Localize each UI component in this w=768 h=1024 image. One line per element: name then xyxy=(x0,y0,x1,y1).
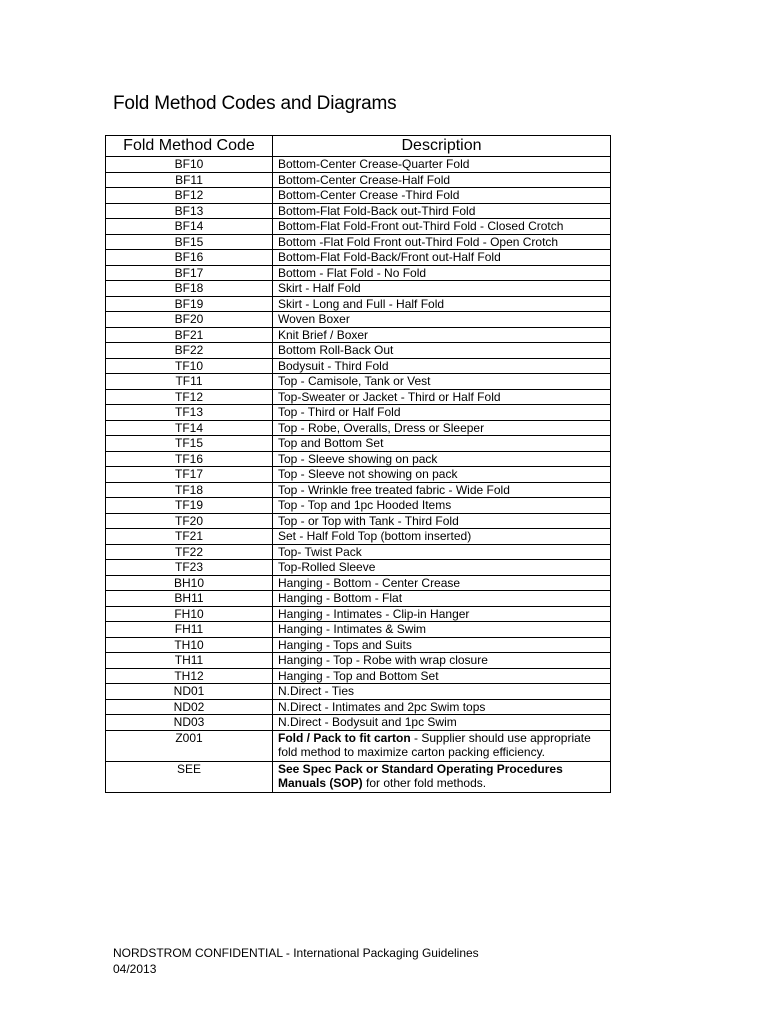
table-row xyxy=(106,498,611,514)
table-row xyxy=(106,591,611,607)
table-row xyxy=(106,513,611,529)
description-cell: Hanging - Top - Robe with wrap closure xyxy=(273,653,611,669)
description-cell: N.Direct - Ties xyxy=(273,684,611,700)
description-cell: Top- Twist Pack xyxy=(273,544,611,560)
fold-code-cell: BF19 xyxy=(106,296,273,312)
description-cell: Bottom-Center Crease -Third Fold xyxy=(273,188,611,204)
table-row xyxy=(106,327,611,343)
fold-code-cell: TF17 xyxy=(106,467,273,483)
table-row xyxy=(106,358,611,374)
table-row xyxy=(106,343,611,359)
fold-code-cell: BF12 xyxy=(106,188,273,204)
description-cell: Woven Boxer xyxy=(273,312,611,328)
table-row xyxy=(106,715,611,731)
table-header-row xyxy=(106,136,611,157)
fold-code-cell: Z001 xyxy=(106,730,273,761)
fold-code-cell: ND02 xyxy=(106,699,273,715)
description-cell: Top and Bottom Set xyxy=(273,436,611,452)
description-cell: Top - Sleeve not showing on pack xyxy=(273,467,611,483)
header-fold-method-code: Fold Method Code xyxy=(106,136,273,157)
header-description: Description xyxy=(273,136,611,157)
table-row xyxy=(106,544,611,560)
description-cell: Hanging - Intimates & Swim xyxy=(273,622,611,638)
table-row xyxy=(106,451,611,467)
table-row xyxy=(106,405,611,421)
table-body xyxy=(106,157,611,793)
table-row xyxy=(106,157,611,173)
description-cell: Hanging - Bottom - Flat xyxy=(273,591,611,607)
footer-confidential-line: NORDSTROM CONFIDENTIAL - International Packaging Guidelines xyxy=(113,946,479,960)
table-row xyxy=(106,560,611,576)
description-cell xyxy=(273,730,611,761)
fold-code-cell: TF18 xyxy=(106,482,273,498)
table-row xyxy=(106,699,611,715)
table-row xyxy=(106,668,611,684)
table-row xyxy=(106,281,611,297)
fold-code-cell: TF11 xyxy=(106,374,273,390)
fold-code-cell: BF22 xyxy=(106,343,273,359)
table-row xyxy=(106,219,611,235)
description-cell: Top - Third or Half Fold xyxy=(273,405,611,421)
table-row xyxy=(106,467,611,483)
fold-code-cell: TF21 xyxy=(106,529,273,545)
table-row xyxy=(106,653,611,669)
description-cell: Bottom-Flat Fold-Back out-Third Fold xyxy=(273,203,611,219)
fold-code-cell: TF10 xyxy=(106,358,273,374)
fold-code-cell: TF14 xyxy=(106,420,273,436)
description-cell: Skirt - Half Fold xyxy=(273,281,611,297)
table-row xyxy=(106,606,611,622)
fold-code-cell: BF21 xyxy=(106,327,273,343)
fold-code-cell: FH10 xyxy=(106,606,273,622)
fold-code-cell: BF20 xyxy=(106,312,273,328)
description-cell: Hanging - Tops and Suits xyxy=(273,637,611,653)
table-row xyxy=(106,188,611,204)
table-row xyxy=(106,761,611,792)
description-cell: Bottom-Center Crease-Quarter Fold xyxy=(273,157,611,173)
fold-code-cell: BF18 xyxy=(106,281,273,297)
fold-code-cell: BF14 xyxy=(106,219,273,235)
description-cell: Set - Half Fold Top (bottom inserted) xyxy=(273,529,611,545)
description-bold-text: Fold / Pack to fit carton xyxy=(278,730,411,745)
fold-code-cell: BH10 xyxy=(106,575,273,591)
description-cell: Bottom-Flat Fold-Front out-Third Fold - Closed Crotch xyxy=(273,219,611,235)
fold-code-cell: TF20 xyxy=(106,513,273,529)
page-title: Fold Method Codes and Diagrams xyxy=(113,93,397,114)
description-cell: N.Direct - Bodysuit and 1pc Swim xyxy=(273,715,611,731)
fold-code-cell: BF10 xyxy=(106,157,273,173)
fold-code-cell: ND01 xyxy=(106,684,273,700)
fold-code-cell: TF23 xyxy=(106,560,273,576)
description-cell: Bottom -Flat Fold Front out-Third Fold - Open Crotch xyxy=(273,234,611,250)
description-cell: Top - Top and 1pc Hooded Items xyxy=(273,498,611,514)
description-cell: N.Direct - Intimates and 2pc Swim tops xyxy=(273,699,611,715)
description-cell: Knit Brief / Boxer xyxy=(273,327,611,343)
description-cell: Top - or Top with Tank - Third Fold xyxy=(273,513,611,529)
fold-code-cell: BH11 xyxy=(106,591,273,607)
description-cell: Bodysuit - Third Fold xyxy=(273,358,611,374)
fold-code-cell: BF15 xyxy=(106,234,273,250)
fold-code-cell: TH12 xyxy=(106,668,273,684)
description-text: for other fold methods. xyxy=(362,776,487,790)
description-bold-text: See Spec Pack or Standard Operating Procedures Manuals (SOP) xyxy=(278,761,563,790)
table-row xyxy=(106,234,611,250)
description-cell: Top - Sleeve showing on pack xyxy=(273,451,611,467)
fold-code-cell: TF12 xyxy=(106,389,273,405)
fold-code-cell: BF11 xyxy=(106,172,273,188)
fold-code-cell: BF16 xyxy=(106,250,273,266)
description-cell: Bottom Roll-Back Out xyxy=(273,343,611,359)
table-row xyxy=(106,296,611,312)
table-row xyxy=(106,622,611,638)
fold-code-cell: TH11 xyxy=(106,653,273,669)
table-row xyxy=(106,684,611,700)
description-cell: Hanging - Bottom - Center Crease xyxy=(273,575,611,591)
description-cell: Hanging - Intimates - Clip-in Hanger xyxy=(273,606,611,622)
description-cell: Top - Camisole, Tank or Vest xyxy=(273,374,611,390)
fold-code-cell: TF13 xyxy=(106,405,273,421)
table-row xyxy=(106,312,611,328)
description-cell: Skirt - Long and Full - Half Fold xyxy=(273,296,611,312)
table-row xyxy=(106,265,611,281)
fold-code-cell: TF19 xyxy=(106,498,273,514)
fold-code-cell: ND03 xyxy=(106,715,273,731)
fold-method-table xyxy=(105,135,611,793)
table-row xyxy=(106,529,611,545)
fold-code-cell: TF15 xyxy=(106,436,273,452)
fold-code-cell: TH10 xyxy=(106,637,273,653)
table-row xyxy=(106,203,611,219)
table-row xyxy=(106,637,611,653)
description-cell: Top-Rolled Sleeve xyxy=(273,560,611,576)
fold-code-cell: SEE xyxy=(106,761,273,792)
description-cell: Top - Robe, Overalls, Dress or Sleeper xyxy=(273,420,611,436)
fold-code-cell: TF22 xyxy=(106,544,273,560)
fold-code-cell: BF13 xyxy=(106,203,273,219)
description-cell: Bottom-Flat Fold-Back/Front out-Half Fold xyxy=(273,250,611,266)
footer-date: 04/2013 xyxy=(113,962,157,976)
table-row xyxy=(106,436,611,452)
fold-code-cell: FH11 xyxy=(106,622,273,638)
fold-code-cell: TF16 xyxy=(106,451,273,467)
table-row xyxy=(106,389,611,405)
description-cell: Bottom - Flat Fold - No Fold xyxy=(273,265,611,281)
table-row xyxy=(106,172,611,188)
fold-code-cell: BF17 xyxy=(106,265,273,281)
description-text: - Supplier should use appropriate fold method to maximize carton packing efficiency. xyxy=(278,730,591,759)
table-row xyxy=(106,374,611,390)
description-cell: Top - Wrinkle free treated fabric - Wide Fold xyxy=(273,482,611,498)
description-cell xyxy=(273,761,611,792)
description-cell: Top-Sweater or Jacket - Third or Half Fold xyxy=(273,389,611,405)
table-row xyxy=(106,250,611,266)
table-row xyxy=(106,730,611,761)
description-cell: Hanging - Top and Bottom Set xyxy=(273,668,611,684)
table-row xyxy=(106,575,611,591)
table-row xyxy=(106,420,611,436)
page-footer xyxy=(113,945,479,977)
table-row xyxy=(106,482,611,498)
description-cell: Bottom-Center Crease-Half Fold xyxy=(273,172,611,188)
